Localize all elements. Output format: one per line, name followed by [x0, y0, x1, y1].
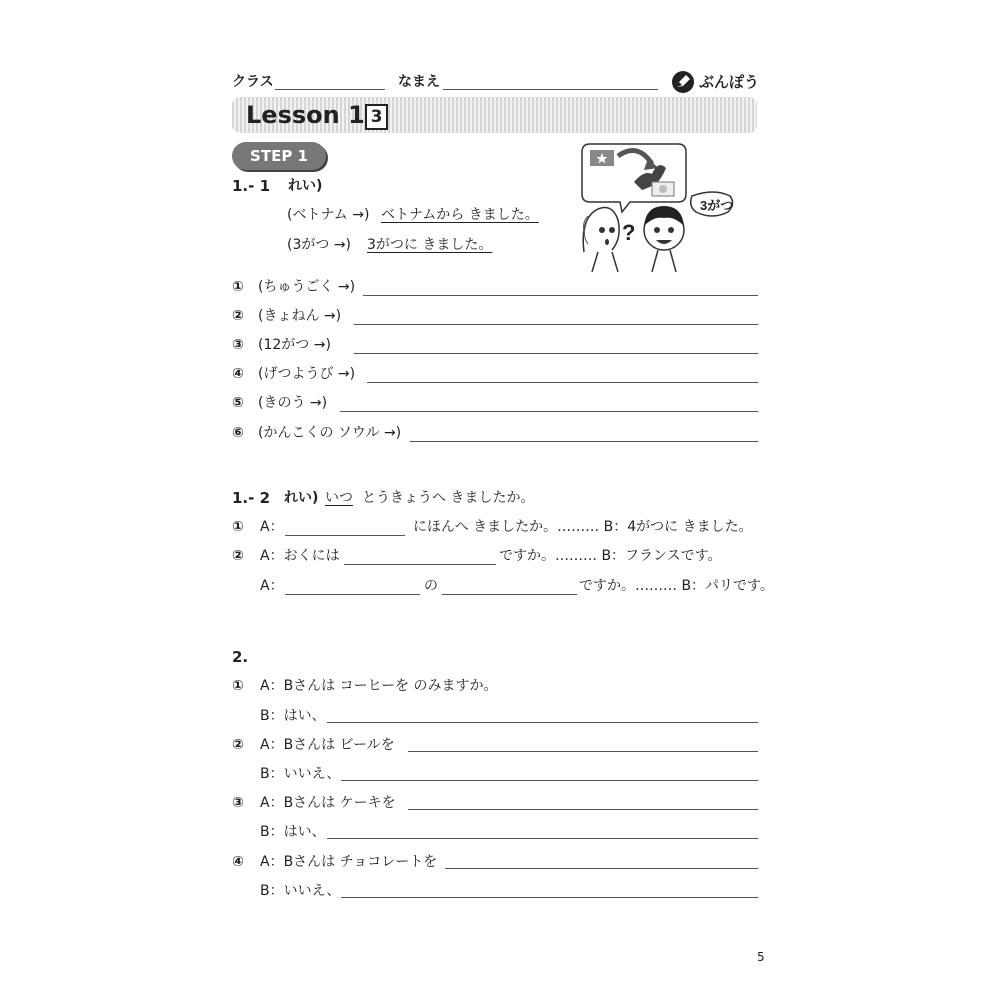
example-1-answer: ベトナムから きました。	[381, 207, 539, 223]
q2-a1-rest: ですか。……… B：フランスです。	[499, 548, 722, 564]
ex1-2-rei-rest: とうきょうへ きましたか。	[362, 490, 535, 506]
q2-a2-mid: の	[424, 578, 438, 594]
item-4-prompt: (げつようび →)	[258, 366, 356, 382]
ex2-item-3-b: B：はい、	[260, 824, 326, 840]
ex2-item-2-b-line[interactable]	[341, 780, 758, 781]
class-field[interactable]	[275, 89, 385, 90]
item-5-num: ⑤	[232, 395, 244, 411]
ex1-2-rei-answer: いつ	[325, 490, 353, 506]
ex2-item-2-a-line[interactable]	[408, 751, 758, 752]
q2-answer-line-1[interactable]	[344, 564, 496, 565]
item-4-num: ④	[232, 366, 244, 382]
class-label: クラス	[232, 74, 274, 90]
ex2-item-1-b: B：はい、	[260, 708, 326, 724]
q2-a1: A：おくには	[260, 548, 340, 564]
item-2-prompt: (きょねん →)	[258, 308, 342, 324]
ex2-item-1-num: ①	[232, 678, 244, 694]
ex2-label: 2.	[232, 648, 249, 666]
page-number: 5	[757, 950, 765, 964]
ex1-1-label: 1.- 1	[232, 177, 271, 195]
item-3-prompt: (12がつ →)	[258, 337, 331, 353]
travel-illustration	[578, 140, 743, 272]
ex2-item-2-num: ②	[232, 737, 244, 753]
item-2-num: ②	[232, 308, 244, 324]
ex2-item-3-num: ③	[232, 795, 244, 811]
q2-answer-line-2[interactable]	[285, 594, 420, 595]
q2-answer-line-3[interactable]	[442, 594, 577, 595]
ex2-item-4-b: B：いいえ、	[260, 883, 341, 899]
item-5-answer-line[interactable]	[340, 411, 758, 412]
lesson-number-box	[365, 104, 388, 130]
ex2-item-4-b-line[interactable]	[341, 897, 758, 898]
item-3-num: ③	[232, 337, 244, 353]
q2-a2-rest: ですか。……… B：パリです。	[579, 578, 774, 594]
q1-a: A：	[260, 519, 284, 535]
ex1-1-rei: れい)	[288, 178, 323, 194]
ex1-2-label: 1.- 2	[232, 489, 271, 507]
ex2-item-4-a-line[interactable]	[445, 868, 758, 869]
name-label: なまえ	[398, 74, 440, 90]
bubble-text: 3がつ	[700, 198, 734, 213]
example-2-prompt: (3がつ →)	[287, 237, 352, 253]
ex2-item-3-b-line[interactable]	[327, 838, 758, 839]
pencil-icon	[671, 70, 695, 94]
example-1-prompt: (ベトナム →)	[287, 207, 370, 223]
item-1-answer-line[interactable]	[363, 295, 758, 296]
item-1-prompt: (ちゅうごく →)	[258, 279, 356, 295]
category-label: ぶんぽう	[699, 73, 760, 91]
item-1-num: ①	[232, 279, 244, 295]
ex1-2-rei: れい)	[284, 490, 319, 506]
ex2-item-4-a: A：Bさんは チョコレートを	[260, 854, 438, 870]
ex2-item-1-a: A：Bさんは コーヒーを のみますか。	[260, 678, 498, 694]
lesson-title: Lesson 1	[246, 101, 365, 129]
item-6-answer-line[interactable]	[410, 441, 758, 442]
ex2-item-2-b: B：いいえ、	[260, 766, 341, 782]
item-5-prompt: (きのう →)	[258, 395, 328, 411]
q1-num: ①	[232, 519, 244, 535]
ex2-item-4-num: ④	[232, 854, 244, 870]
q2-num: ②	[232, 548, 244, 564]
q1-answer-line[interactable]	[285, 535, 405, 536]
item-3-answer-line[interactable]	[354, 353, 758, 354]
step-label: STEP 1	[250, 147, 308, 165]
ex2-item-2-a: A：Bさんは ビールを	[260, 737, 395, 753]
question-mark: ?	[622, 220, 636, 245]
ex2-item-3-a-line[interactable]	[408, 809, 758, 810]
ex2-item-3-a: A：Bさんは ケーキを	[260, 795, 396, 811]
q2-a2: A：	[260, 578, 284, 594]
item-6-prompt: (かんこくの ソウル →)	[258, 425, 402, 441]
name-field[interactable]	[443, 89, 658, 90]
ex2-item-1-b-line[interactable]	[327, 722, 758, 723]
step-badge	[232, 142, 326, 170]
item-4-answer-line[interactable]	[367, 382, 758, 383]
item-6-num: ⑥	[232, 425, 244, 441]
q1-rest: にほんへ きましたか。……… B：4がつに きました。	[413, 519, 753, 535]
item-2-answer-line[interactable]	[354, 324, 758, 325]
example-2-answer: 3がつに きました。	[367, 237, 493, 253]
lesson-number: 3	[370, 107, 383, 127]
